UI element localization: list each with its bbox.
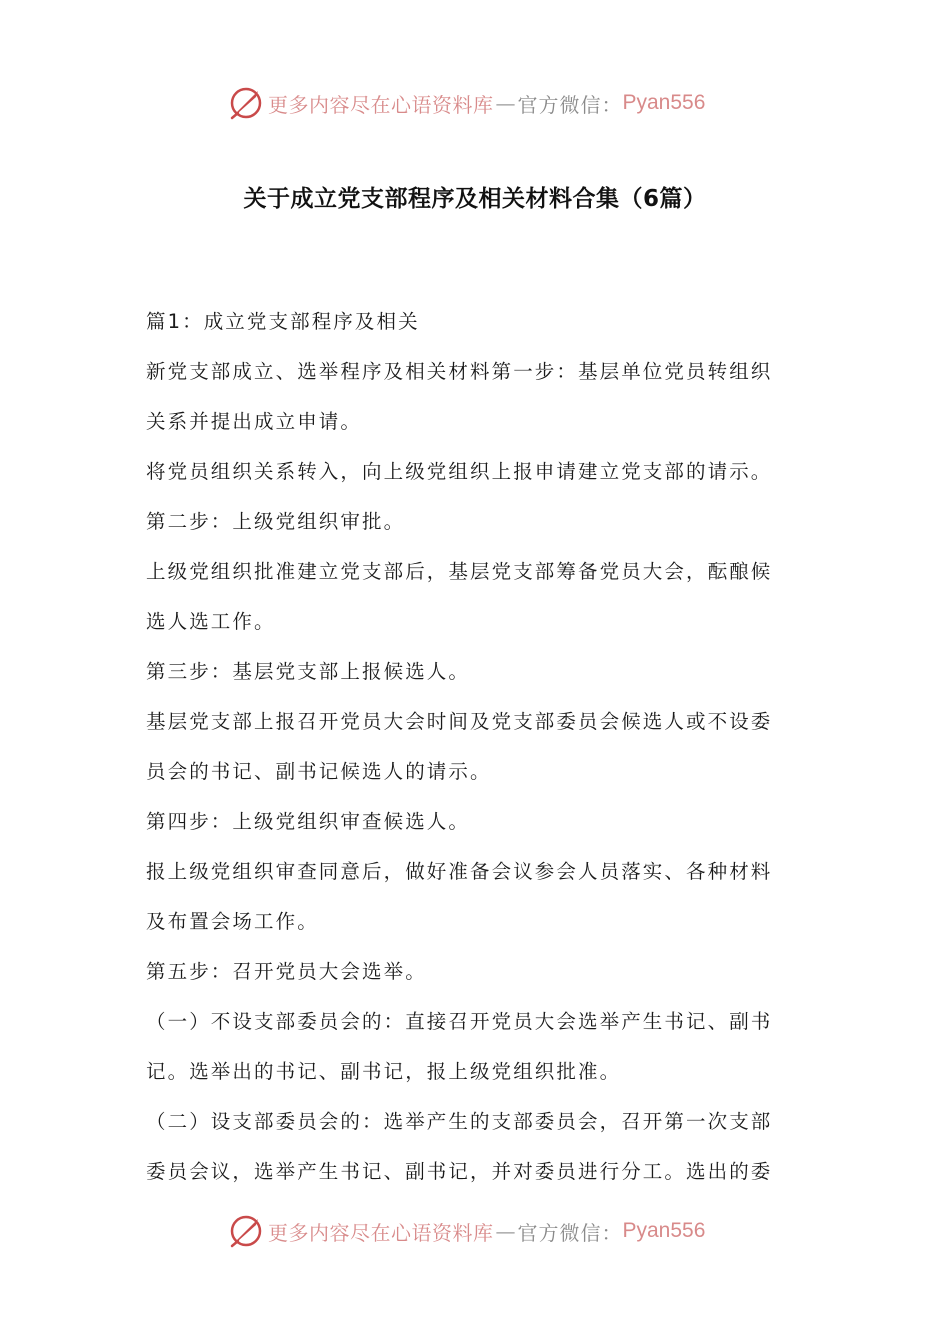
body-line: 员会的书记、副书记候选人的请示。 (146, 760, 492, 783)
body-line: 关系并提出成立申请。 (146, 410, 363, 433)
body-line: 及布置会场工作。 (146, 910, 319, 933)
body-line: 上级党组织批准建立党支部后，基层党支部筹备党员大会，酝酿候 (146, 560, 773, 583)
body-line: 委员会议，选举产生书记、副书记，并对委员进行分工。选出的委 (146, 1160, 773, 1183)
header-banner (228, 83, 705, 123)
banner-dash: — (495, 91, 516, 115)
banner-wechat-id: Pyan556 (622, 91, 706, 114)
pen-logo-icon (228, 85, 264, 121)
pen-logo-icon (228, 1213, 264, 1249)
document-title: 关于成立党支部程序及相关材料合集（6篇） (243, 186, 707, 212)
body-line: （一）不设支部委员会的：直接召开党员大会选举产生书记、副书 (146, 1010, 773, 1033)
body-line: 将党员组织关系转入，向上级党组织上报申请建立党支部的请示。 (146, 460, 773, 483)
body-line: 第二步：上级党组织审批。 (146, 510, 406, 533)
footer-banner (228, 1211, 705, 1251)
body-line: 记。选举出的书记、副书记，报上级党组织批准。 (146, 1060, 622, 1083)
body-line: 篇1：成立党支部程序及相关 (146, 310, 420, 333)
body-line: 第四步：上级党组织审查候选人。 (146, 810, 471, 833)
body-line: 第三步：基层党支部上报候选人。 (146, 660, 471, 683)
banner-wechat-label: 官方微信： (517, 92, 623, 117)
banner-slogan: 更多内容尽在心语资料库 (268, 1220, 494, 1245)
body-line: 第五步：召开党员大会选举。 (146, 960, 427, 983)
banner-wechat-id: Pyan556 (622, 1219, 706, 1242)
body-line: 新党支部成立、选举程序及相关材料第一步：基层单位党员转组织 (146, 360, 773, 383)
body-line: 选人选工作。 (146, 610, 276, 633)
banner-dash: — (495, 1219, 516, 1243)
body-line: （二）设支部委员会的：选举产生的支部委员会，召开第一次支部 (146, 1110, 773, 1133)
document-body (146, 297, 806, 1197)
banner-slogan: 更多内容尽在心语资料库 (268, 92, 494, 117)
banner-wechat-label: 官方微信： (517, 1220, 623, 1245)
body-line: 报上级党组织审查同意后，做好准备会议参会人员落实、各种材料 (146, 860, 773, 883)
body-line: 基层党支部上报召开党员大会时间及党支部委员会候选人或不设委 (146, 710, 773, 733)
